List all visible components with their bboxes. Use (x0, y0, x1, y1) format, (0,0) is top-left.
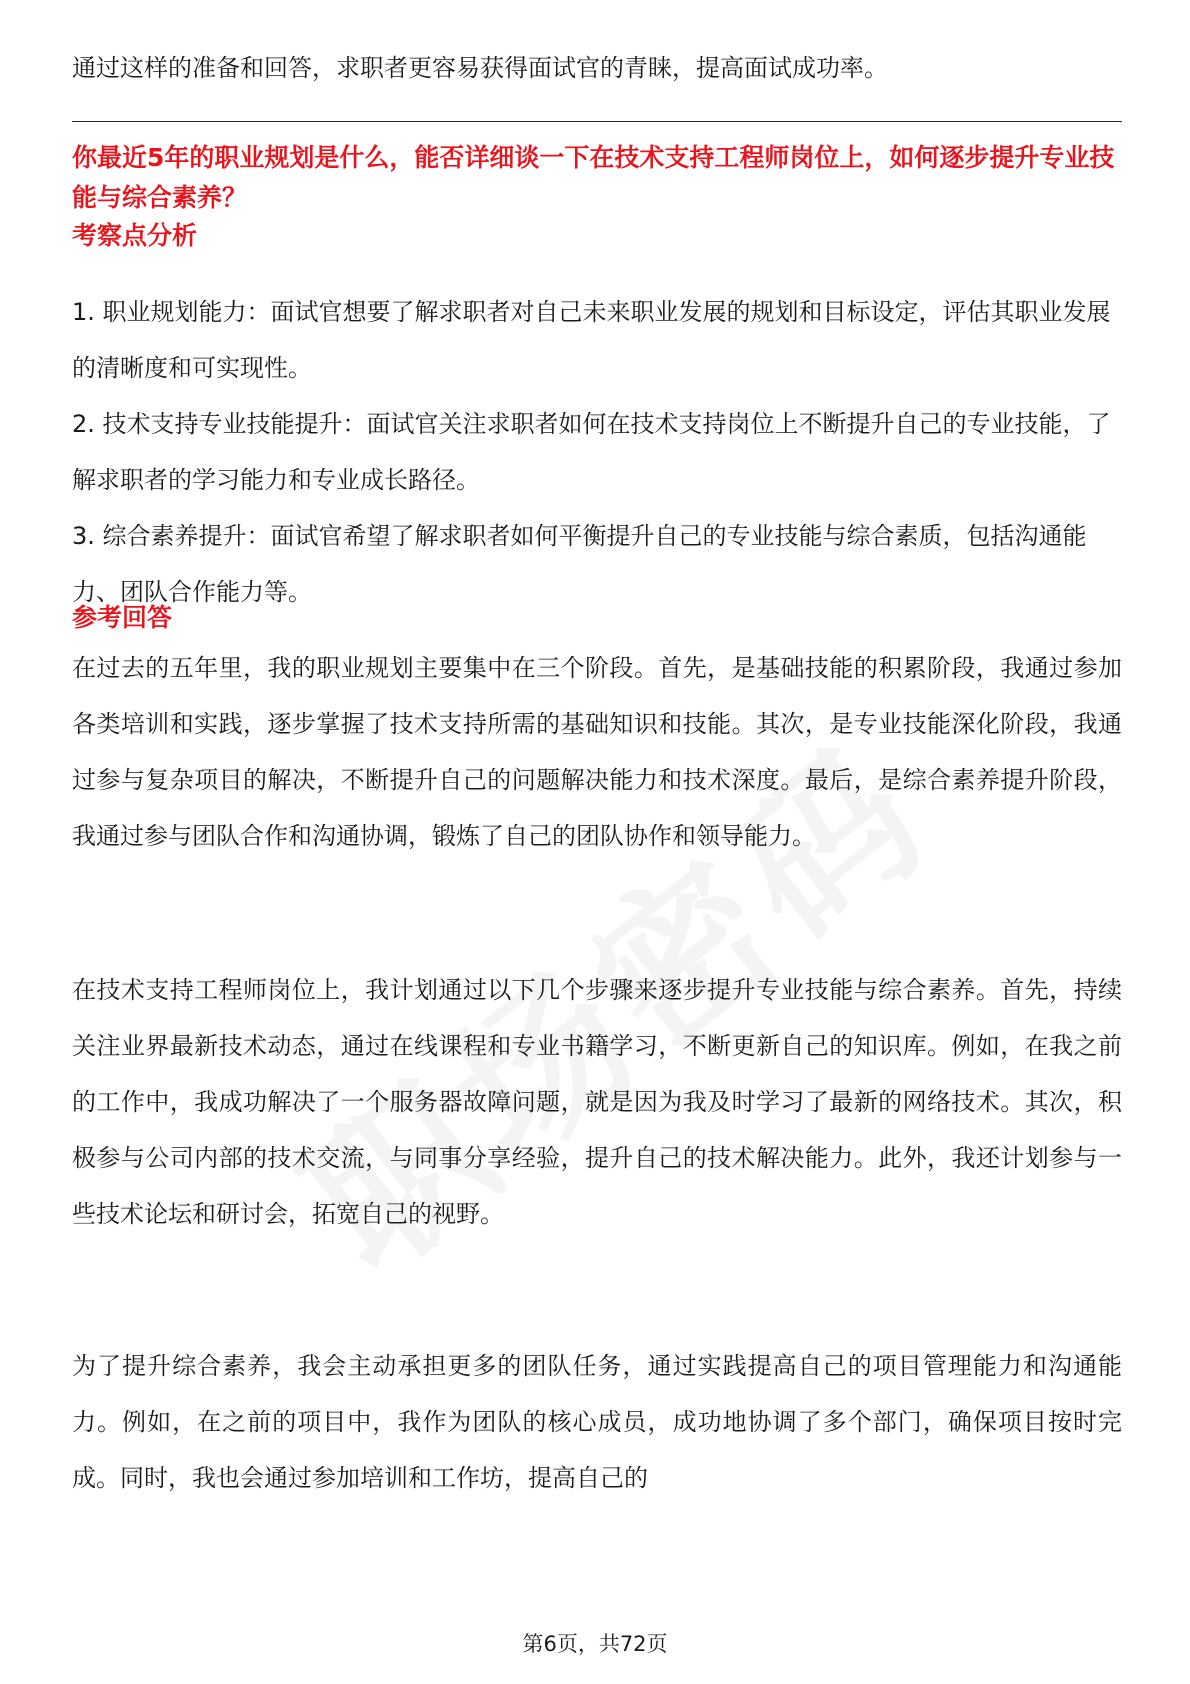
answer-paragraph: 在技术支持工程师岗位上，我计划通过以下几个步骤来逐步提升专业技能与综合素养。首先，持续关注业界最新技术动态，通过在线课程和专业书籍学习，不断更新自己的知识库。例如，在我之前的工作中，我成功解决了一个服务器故障问题，就是因为我及时学习了最新的网络技术。其次，积极参与公司内部的技术交流，与同事分享经验，提升自己的技术解决能力。此外，我还计划参与一些技术论坛和研讨会，拓宽自己的视野。 (72, 976, 1122, 1228)
answer-paragraph: 在过去的五年里，我的职业规划主要集中在三个阶段。首先，是基础技能的积累阶段，我通过参加各类培训和实践，逐步掌握了技术支持所需的基础知识和技能。其次，是专业技能深化阶段，我通过参与复杂项目的解决，不断提升自己的问题解决能力和技术深度。最后，是综合素养提升阶段，我通过参与团队合作和沟通协调，锻炼了自己的团队协作和领导能力。 (72, 654, 1122, 850)
answer-heading: 参考回答 (72, 603, 173, 632)
analysis-item: 2. 技术支持专业技能提升：面试官关注求职者如何在技术支持岗位上不断提升自己的专业技能，了解求职者的学习能力和专业成长路径。 (72, 410, 1111, 494)
analysis-item: 3. 综合素养提升：面试官希望了解求职者如何平衡提升自己的专业技能与综合素质，包括沟通能力、团队合作能力等。 (72, 522, 1087, 606)
question-heading: 你最近5年的职业规划是什么，能否详细谈一下在技术支持工程师岗位上，如何逐步提升专业技能与综合素养？ (72, 143, 1115, 212)
analysis-heading: 考察点分析 (72, 221, 198, 250)
page-footer: 第6页，共72页 (522, 1632, 668, 1656)
analysis-item: 1. 职业规划能力：面试官想要了解求职者对自己未来职业发展的规划和目标设定，评估其职业发展的清晰度和可实现性。 (72, 298, 1111, 382)
answer-paragraph: 为了提升综合素养，我会主动承担更多的团队任务，通过实践提高自己的项目管理能力和沟通能力。例如，在之前的项目中，我作为团队的核心成员，成功地协调了多个部门，确保项目按时完成。同时，我也会通过参加培训和工作坊，提高自己的 (72, 1352, 1122, 1492)
analysis-list (72, 284, 1122, 620)
divider (72, 121, 1122, 122)
intro-line: 通过这样的准备和回答，求职者更容易获得面试官的青睐，提高面试成功率。 (72, 54, 888, 82)
